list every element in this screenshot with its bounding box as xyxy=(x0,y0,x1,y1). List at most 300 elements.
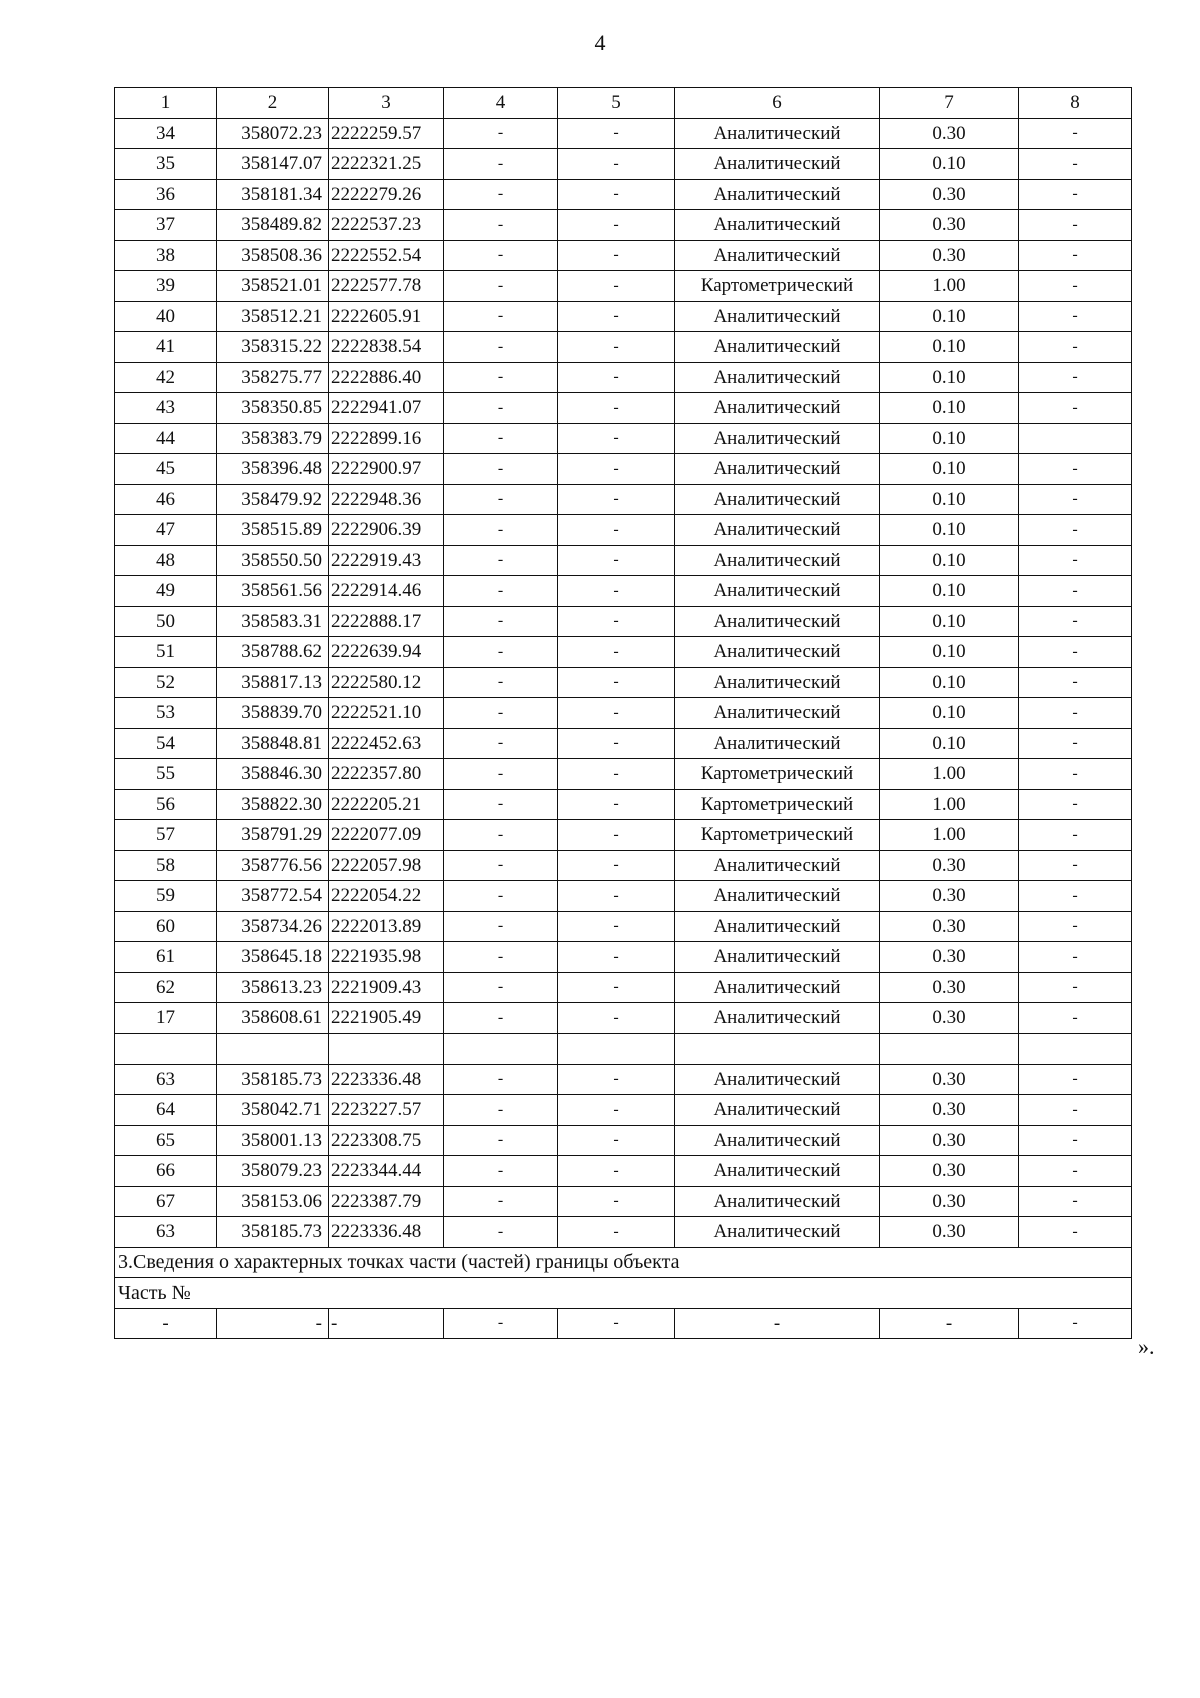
cell-col-8: - xyxy=(1019,698,1132,729)
cell-col-4: - xyxy=(444,1156,558,1187)
cell-col-4: - xyxy=(444,149,558,180)
cell-point-number: 54 xyxy=(115,728,217,759)
cell-point-number: 66 xyxy=(115,1156,217,1187)
part-label-row xyxy=(115,1278,1132,1309)
cell-accuracy: - xyxy=(880,1308,1019,1339)
cell-coord-x: 358275.77 xyxy=(217,362,329,393)
cell-col-4: - xyxy=(444,606,558,637)
cell-accuracy: 0.30 xyxy=(880,942,1019,973)
cell-col-5: - xyxy=(558,1156,675,1187)
cell-coord-x: 358817.13 xyxy=(217,667,329,698)
cell-point-number: 34 xyxy=(115,118,217,149)
cell-accuracy: 0.30 xyxy=(880,1186,1019,1217)
cell-col-8: - xyxy=(1019,1125,1132,1156)
cell-method: Аналитический xyxy=(675,393,880,424)
cell-accuracy: 1.00 xyxy=(880,759,1019,790)
cell-coord-y: 2222054.22 xyxy=(329,881,444,912)
table-row xyxy=(115,606,1132,637)
cell-method: Аналитический xyxy=(675,484,880,515)
table-body xyxy=(115,88,1132,1339)
cell-col-4: - xyxy=(444,179,558,210)
cell-accuracy: 0.30 xyxy=(880,240,1019,271)
cell-coord-x: 358147.07 xyxy=(217,149,329,180)
cell-coord-y: 2222900.97 xyxy=(329,454,444,485)
cell-col-5: - xyxy=(558,545,675,576)
table-row xyxy=(115,1156,1132,1187)
cell-col-8: - xyxy=(1019,972,1132,1003)
column-header: 5 xyxy=(558,88,675,119)
cell-coord-y: 2222552.54 xyxy=(329,240,444,271)
cell-col-5: - xyxy=(558,1003,675,1034)
cell-method: Аналитический xyxy=(675,850,880,881)
table-row xyxy=(115,545,1132,576)
cell-accuracy: 0.30 xyxy=(880,1125,1019,1156)
cell-col-8: - xyxy=(1019,1156,1132,1187)
cell-point-number: 40 xyxy=(115,301,217,332)
table-row xyxy=(115,271,1132,302)
cell-coord-x: 358515.89 xyxy=(217,515,329,546)
cell-accuracy: 0.10 xyxy=(880,301,1019,332)
cell-col-8: - xyxy=(1019,332,1132,363)
table-row xyxy=(115,820,1132,851)
cell-col-5: - xyxy=(558,118,675,149)
cell-coord-x: 358521.01 xyxy=(217,271,329,302)
cell-point-number: 61 xyxy=(115,942,217,973)
cell-col-5: - xyxy=(558,301,675,332)
cell-col-5: - xyxy=(558,271,675,302)
column-header: 1 xyxy=(115,88,217,119)
cell-method: Аналитический xyxy=(675,515,880,546)
cell-col-8: - xyxy=(1019,515,1132,546)
column-header: 4 xyxy=(444,88,558,119)
cell-accuracy: 0.10 xyxy=(880,576,1019,607)
cell-point-number: 45 xyxy=(115,454,217,485)
cell-col-5: - xyxy=(558,728,675,759)
column-header: 6 xyxy=(675,88,880,119)
cell-accuracy: 0.10 xyxy=(880,362,1019,393)
cell-accuracy: 0.30 xyxy=(880,210,1019,241)
cell-col-8: - xyxy=(1019,606,1132,637)
cell-method: Аналитический xyxy=(675,362,880,393)
cell-accuracy: 0.10 xyxy=(880,728,1019,759)
table-row xyxy=(115,759,1132,790)
cell-col-4: - xyxy=(444,728,558,759)
cell-col-4: - xyxy=(444,301,558,332)
cell-accuracy: 0.10 xyxy=(880,698,1019,729)
cell-col-8: - xyxy=(1019,881,1132,912)
cell-method: - xyxy=(675,1308,880,1339)
cell-col-8: - xyxy=(1019,1308,1132,1339)
cell-accuracy: 0.30 xyxy=(880,1064,1019,1095)
cell-point-number: 62 xyxy=(115,972,217,1003)
cell-accuracy: 0.10 xyxy=(880,149,1019,180)
cell-coord-x: 358561.56 xyxy=(217,576,329,607)
cell-col-8: - xyxy=(1019,1064,1132,1095)
table-row xyxy=(115,1125,1132,1156)
cell-coord-y: 2223227.57 xyxy=(329,1095,444,1126)
cell-col-4: - xyxy=(444,1064,558,1095)
cell-col-4: - xyxy=(444,332,558,363)
cell-coord-x: 358550.50 xyxy=(217,545,329,576)
cell-point-number: - xyxy=(115,1308,217,1339)
cell-col-5: - xyxy=(558,240,675,271)
cell-coord-y: 2222205.21 xyxy=(329,789,444,820)
table-row xyxy=(115,149,1132,180)
cell-point-number: 67 xyxy=(115,1186,217,1217)
cell-method: Аналитический xyxy=(675,637,880,668)
cell-col-5: - xyxy=(558,942,675,973)
cell-coord-x: 358848.81 xyxy=(217,728,329,759)
cell-coord-y: 2222906.39 xyxy=(329,515,444,546)
cell-col-8: - xyxy=(1019,942,1132,973)
cell-col-4: - xyxy=(444,515,558,546)
cell-coord-y: 2223336.48 xyxy=(329,1064,444,1095)
cell-method: Аналитический xyxy=(675,1003,880,1034)
cell-accuracy: 0.30 xyxy=(880,1003,1019,1034)
cell-col-8: - xyxy=(1019,667,1132,698)
cell-coord-y: 2222259.57 xyxy=(329,118,444,149)
cell-coord-y: 2222521.10 xyxy=(329,698,444,729)
cell-method xyxy=(675,1033,880,1064)
cell-accuracy: 0.10 xyxy=(880,423,1019,454)
cell-method: Аналитический xyxy=(675,576,880,607)
cell-coord-x: 358772.54 xyxy=(217,881,329,912)
cell-col-5: - xyxy=(558,1308,675,1339)
cell-col-5: - xyxy=(558,1125,675,1156)
cell-coord-y: 2221909.43 xyxy=(329,972,444,1003)
cell-point-number: 35 xyxy=(115,149,217,180)
cell-col-4: - xyxy=(444,576,558,607)
cell-point-number: 51 xyxy=(115,637,217,668)
cell-accuracy: 1.00 xyxy=(880,820,1019,851)
table-row xyxy=(115,789,1132,820)
cell-coord-y: 2223344.44 xyxy=(329,1156,444,1187)
cell-coord-y: 2222948.36 xyxy=(329,484,444,515)
cell-col-4: - xyxy=(444,240,558,271)
cell-coord-x: 358508.36 xyxy=(217,240,329,271)
cell-method: Картометрический xyxy=(675,789,880,820)
table-row xyxy=(115,881,1132,912)
cell-method: Аналитический xyxy=(675,728,880,759)
cell-col-5: - xyxy=(558,667,675,698)
cell-point-number: 63 xyxy=(115,1064,217,1095)
cell-method: Аналитический xyxy=(675,1125,880,1156)
cell-col-4: - xyxy=(444,820,558,851)
cell-coord-y: 2223387.79 xyxy=(329,1186,444,1217)
cell-coord-x: 358042.71 xyxy=(217,1095,329,1126)
cell-coord-x: 358645.18 xyxy=(217,942,329,973)
cell-coord-x: 358181.34 xyxy=(217,179,329,210)
table-row xyxy=(115,972,1132,1003)
cell-coord-y: 2221935.98 xyxy=(329,942,444,973)
cell-coord-x xyxy=(217,1033,329,1064)
cell-coord-x: 358791.29 xyxy=(217,820,329,851)
table-row xyxy=(115,515,1132,546)
cell-accuracy: 0.30 xyxy=(880,1156,1019,1187)
cell-coord-y: 2222357.80 xyxy=(329,759,444,790)
cell-point-number: 36 xyxy=(115,179,217,210)
table-row xyxy=(115,1186,1132,1217)
cell-coord-y: 2222886.40 xyxy=(329,362,444,393)
cell-col-8: - xyxy=(1019,271,1132,302)
cell-col-5: - xyxy=(558,1217,675,1248)
cell-col-8: - xyxy=(1019,850,1132,881)
cell-accuracy: 0.30 xyxy=(880,1095,1019,1126)
cell-coord-x: 358822.30 xyxy=(217,789,329,820)
cell-col-8: - xyxy=(1019,759,1132,790)
cell-method: Аналитический xyxy=(675,881,880,912)
table-row xyxy=(115,332,1132,363)
cell-col-8: - xyxy=(1019,301,1132,332)
cell-col-5: - xyxy=(558,789,675,820)
cell-method: Аналитический xyxy=(675,118,880,149)
table-row xyxy=(115,179,1132,210)
cell-accuracy: 0.30 xyxy=(880,850,1019,881)
cell-coord-x: - xyxy=(217,1308,329,1339)
cell-col-4: - xyxy=(444,118,558,149)
cell-col-5: - xyxy=(558,1095,675,1126)
cell-coord-x: 358001.13 xyxy=(217,1125,329,1156)
cell-col-5: - xyxy=(558,911,675,942)
cell-coord-x: 358788.62 xyxy=(217,637,329,668)
cell-point-number: 42 xyxy=(115,362,217,393)
cell-coord-y: 2222941.07 xyxy=(329,393,444,424)
cell-method: Аналитический xyxy=(675,972,880,1003)
cell-coord-y: 2222057.98 xyxy=(329,850,444,881)
cell-col-8: - xyxy=(1019,911,1132,942)
cell-col-5: - xyxy=(558,1064,675,1095)
cell-coord-x: 358185.73 xyxy=(217,1064,329,1095)
cell-col-5: - xyxy=(558,759,675,790)
cell-col-5: - xyxy=(558,515,675,546)
cell-coord-y: 2222639.94 xyxy=(329,637,444,668)
cell-col-4: - xyxy=(444,393,558,424)
cell-coord-y: 2222321.25 xyxy=(329,149,444,180)
cell-col-4: - xyxy=(444,271,558,302)
cell-coord-y: 2222899.16 xyxy=(329,423,444,454)
cell-col-5 xyxy=(558,1033,675,1064)
cell-col-4: - xyxy=(444,972,558,1003)
cell-coord-y: 2222914.46 xyxy=(329,576,444,607)
cell-method: Аналитический xyxy=(675,179,880,210)
table-row xyxy=(115,698,1132,729)
cell-point-number: 47 xyxy=(115,515,217,546)
cell-accuracy: 0.30 xyxy=(880,881,1019,912)
cell-coord-x: 358350.85 xyxy=(217,393,329,424)
cell-coord-y: - xyxy=(329,1308,444,1339)
cell-col-4: - xyxy=(444,545,558,576)
cell-col-5: - xyxy=(558,484,675,515)
table-row xyxy=(115,911,1132,942)
cell-method: Аналитический xyxy=(675,423,880,454)
part-label-row-text: Часть № xyxy=(115,1278,1132,1309)
cell-accuracy: 0.10 xyxy=(880,484,1019,515)
table-row xyxy=(115,1003,1132,1034)
cell-point-number: 63 xyxy=(115,1217,217,1248)
cell-col-5: - xyxy=(558,850,675,881)
cell-accuracy: 0.10 xyxy=(880,545,1019,576)
cell-coord-x: 358583.31 xyxy=(217,606,329,637)
cell-col-8: - xyxy=(1019,545,1132,576)
cell-point-number: 41 xyxy=(115,332,217,363)
cell-coord-x: 358079.23 xyxy=(217,1156,329,1187)
table-row xyxy=(115,454,1132,485)
cell-method: Аналитический xyxy=(675,301,880,332)
cell-col-5: - xyxy=(558,606,675,637)
table-row xyxy=(115,210,1132,241)
section-title-row-text: 3.Сведения о характерных точках части (частей) границы объекта xyxy=(115,1247,1132,1278)
cell-col-5: - xyxy=(558,149,675,180)
cell-col-8: - xyxy=(1019,454,1132,485)
cell-point-number: 37 xyxy=(115,210,217,241)
cell-coord-x: 358383.79 xyxy=(217,423,329,454)
column-header: 8 xyxy=(1019,88,1132,119)
cell-col-4: - xyxy=(444,1125,558,1156)
cell-col-5: - xyxy=(558,362,675,393)
column-header: 3 xyxy=(329,88,444,119)
cell-accuracy: 0.10 xyxy=(880,606,1019,637)
cell-method: Аналитический xyxy=(675,149,880,180)
cell-coord-x: 358153.06 xyxy=(217,1186,329,1217)
cell-accuracy: 0.10 xyxy=(880,667,1019,698)
cell-method: Аналитический xyxy=(675,1156,880,1187)
cell-coord-y: 2222919.43 xyxy=(329,545,444,576)
cell-col-5: - xyxy=(558,393,675,424)
cell-col-8: - xyxy=(1019,210,1132,241)
cell-col-5: - xyxy=(558,820,675,851)
page-number: 4 xyxy=(594,30,606,55)
table-row xyxy=(115,728,1132,759)
cell-method: Аналитический xyxy=(675,454,880,485)
blank-separator-row xyxy=(115,1033,1132,1064)
cell-point-number: 44 xyxy=(115,423,217,454)
cell-accuracy: 0.30 xyxy=(880,972,1019,1003)
cell-col-8: - xyxy=(1019,240,1132,271)
cell-col-4: - xyxy=(444,484,558,515)
cell-col-8: - xyxy=(1019,576,1132,607)
cell-accuracy: 0.10 xyxy=(880,454,1019,485)
cell-accuracy: 0.30 xyxy=(880,179,1019,210)
cell-col-4: - xyxy=(444,698,558,729)
table-row xyxy=(115,362,1132,393)
cell-col-4: - xyxy=(444,850,558,881)
cell-col-5: - xyxy=(558,332,675,363)
cell-col-4: - xyxy=(444,667,558,698)
cell-method: Аналитический xyxy=(675,942,880,973)
boundary-points-table xyxy=(114,87,1132,1339)
cell-coord-y: 2222577.78 xyxy=(329,271,444,302)
cell-col-5: - xyxy=(558,576,675,607)
cell-method: Аналитический xyxy=(675,667,880,698)
table-row xyxy=(115,1064,1132,1095)
cell-accuracy: 0.30 xyxy=(880,911,1019,942)
cell-accuracy: 0.30 xyxy=(880,118,1019,149)
cell-col-4: - xyxy=(444,1095,558,1126)
cell-col-4: - xyxy=(444,210,558,241)
table-row xyxy=(115,118,1132,149)
cell-method: Картометрический xyxy=(675,759,880,790)
cell-method: Аналитический xyxy=(675,606,880,637)
cell-col-8: - xyxy=(1019,118,1132,149)
cell-method: Аналитический xyxy=(675,1095,880,1126)
cell-point-number: 39 xyxy=(115,271,217,302)
cell-point-number: 56 xyxy=(115,789,217,820)
cell-point-number: 38 xyxy=(115,240,217,271)
cell-coord-y: 2222537.23 xyxy=(329,210,444,241)
cell-coord-y: 2222888.17 xyxy=(329,606,444,637)
column-number-row xyxy=(115,88,1132,119)
cell-coord-y: 2222605.91 xyxy=(329,301,444,332)
cell-col-4: - xyxy=(444,454,558,485)
cell-col-8: - xyxy=(1019,1003,1132,1034)
cell-point-number: 57 xyxy=(115,820,217,851)
section-title-row xyxy=(115,1247,1132,1278)
cell-col-8: - xyxy=(1019,393,1132,424)
cell-point-number: 50 xyxy=(115,606,217,637)
table-row xyxy=(115,1217,1132,1248)
cell-accuracy: 0.10 xyxy=(880,332,1019,363)
cell-col-5: - xyxy=(558,881,675,912)
cell-point-number: 58 xyxy=(115,850,217,881)
cell-method: Аналитический xyxy=(675,332,880,363)
cell-col-8: - xyxy=(1019,728,1132,759)
cell-coord-x: 358072.23 xyxy=(217,118,329,149)
cell-coord-y: 2222279.26 xyxy=(329,179,444,210)
cell-col-4: - xyxy=(444,1308,558,1339)
cell-coord-x: 358315.22 xyxy=(217,332,329,363)
cell-point-number: 59 xyxy=(115,881,217,912)
cell-col-8: - xyxy=(1019,179,1132,210)
table-row xyxy=(115,393,1132,424)
cell-accuracy: 1.00 xyxy=(880,271,1019,302)
cell-point-number: 17 xyxy=(115,1003,217,1034)
cell-point-number: 46 xyxy=(115,484,217,515)
cell-coord-y: 2221905.49 xyxy=(329,1003,444,1034)
cell-point-number: 49 xyxy=(115,576,217,607)
cell-point-number: 48 xyxy=(115,545,217,576)
cell-col-8 xyxy=(1019,423,1132,454)
cell-accuracy: 0.10 xyxy=(880,515,1019,546)
cell-col-5: - xyxy=(558,423,675,454)
table-row xyxy=(115,423,1132,454)
cell-col-8: - xyxy=(1019,1217,1132,1248)
cell-coord-y: 2222077.09 xyxy=(329,820,444,851)
cell-col-8: - xyxy=(1019,362,1132,393)
cell-col-4: - xyxy=(444,1217,558,1248)
cell-method: Аналитический xyxy=(675,1064,880,1095)
table-row xyxy=(115,484,1132,515)
cell-coord-x: 358734.26 xyxy=(217,911,329,942)
cell-accuracy: 1.00 xyxy=(880,789,1019,820)
cell-point-number: 43 xyxy=(115,393,217,424)
cell-col-5: - xyxy=(558,179,675,210)
cell-col-5: - xyxy=(558,454,675,485)
cell-col-8: - xyxy=(1019,820,1132,851)
cell-col-5: - xyxy=(558,210,675,241)
column-header: 7 xyxy=(880,88,1019,119)
cell-method: Аналитический xyxy=(675,911,880,942)
cell-coord-x: 358608.61 xyxy=(217,1003,329,1034)
cell-col-8: - xyxy=(1019,789,1132,820)
cell-coord-x: 358512.21 xyxy=(217,301,329,332)
part-row xyxy=(115,1308,1132,1339)
cell-col-4 xyxy=(444,1033,558,1064)
cell-col-5: - xyxy=(558,637,675,668)
cell-coord-x: 358479.92 xyxy=(217,484,329,515)
cell-col-4: - xyxy=(444,1186,558,1217)
cell-coord-y: 2222580.12 xyxy=(329,667,444,698)
cell-method: Картометрический xyxy=(675,271,880,302)
